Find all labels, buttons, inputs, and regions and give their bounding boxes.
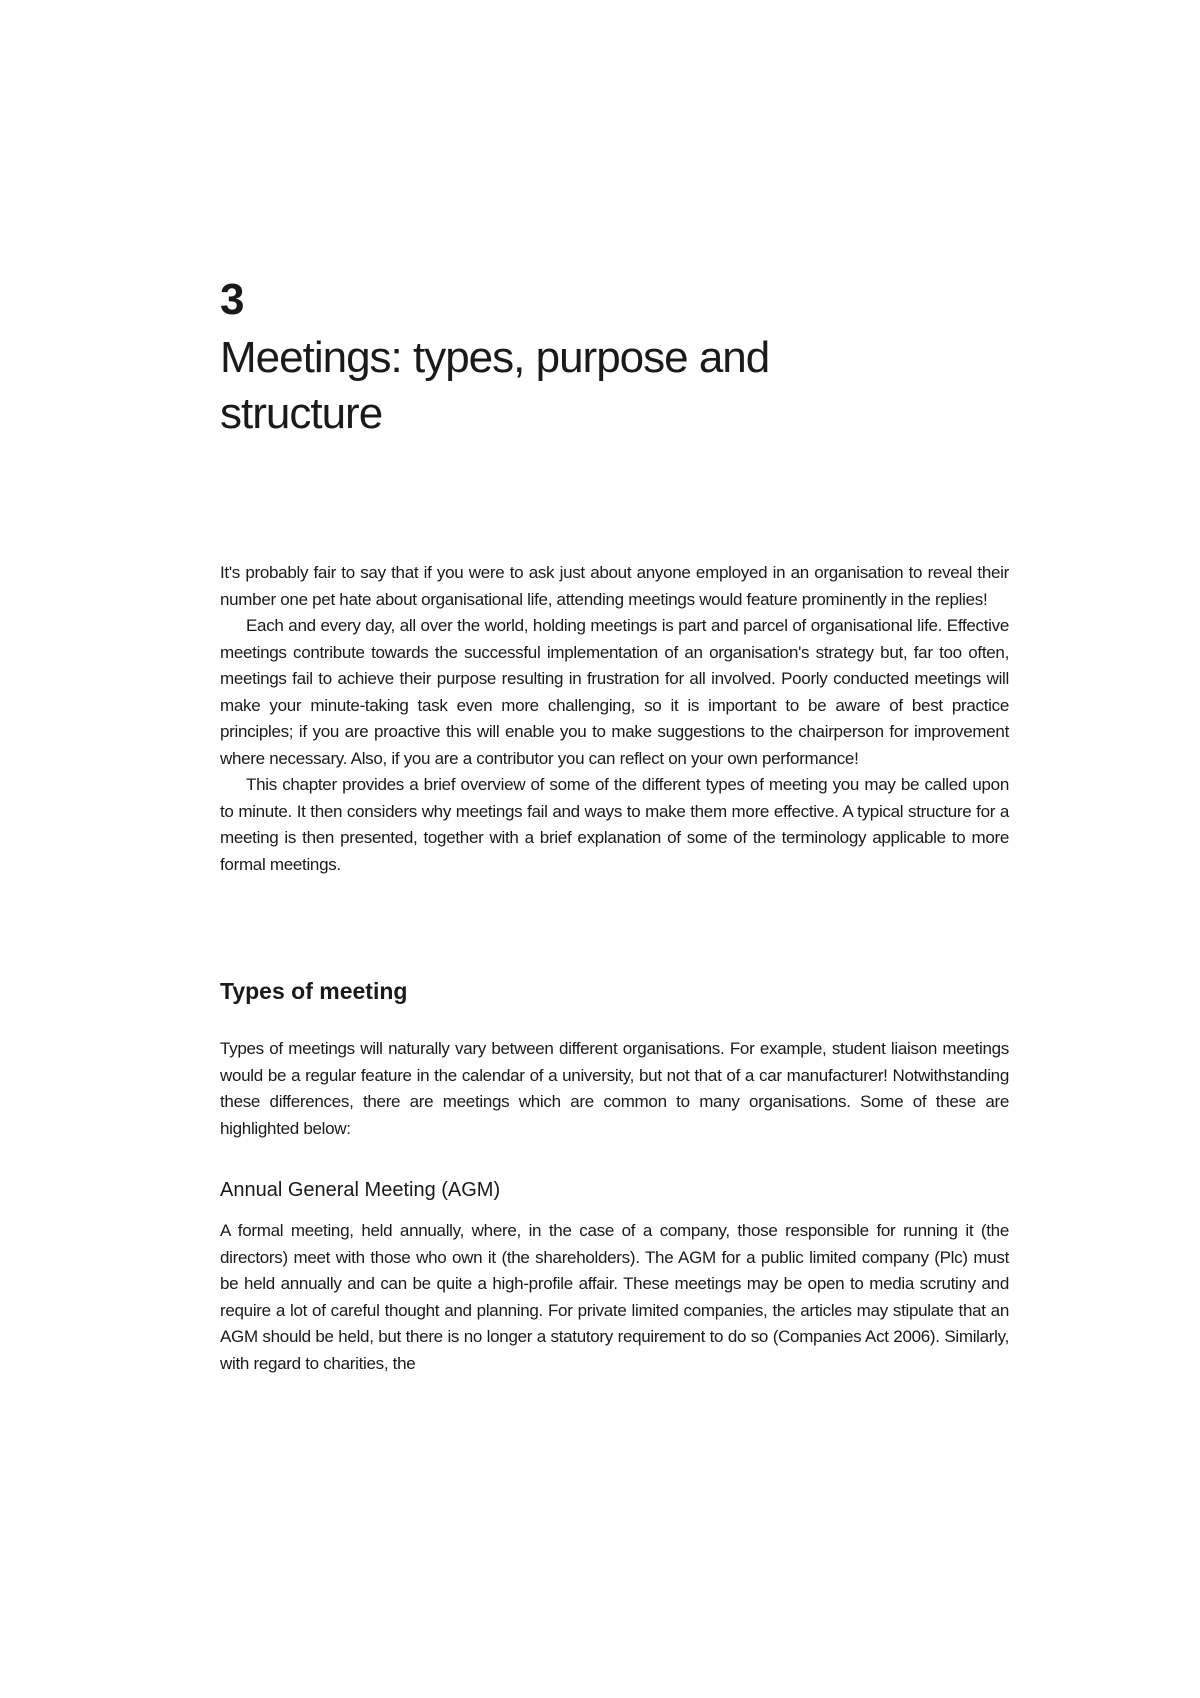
intro-paragraph: It's probably fair to say that if you were to ask just about anyone employed in an organisation to reveal their number one pet hate about organisational life, attending meetings would feature prominently in the replies!	[220, 563, 1009, 609]
sub-heading-agm: Annual General Meeting (AGM)	[220, 1179, 501, 1201]
types-paragraph: Types of meetings will naturally vary between different organisations. For example, student liaison meetings would be a regular feature in the calendar of a university, but not that of a car manufacturer! Notwithstanding these differences, there are meetings which are common to many organisations. Some of these are highlighted below:	[220, 1039, 1009, 1138]
section-heading-types-of-meeting: Types of meeting	[220, 978, 408, 1004]
chapter-number: 3	[220, 275, 245, 324]
types-section-text	[220, 1036, 1009, 1142]
agm-section-text	[220, 1218, 1009, 1377]
intro-text	[220, 560, 1009, 878]
chapter-title: Meetings: types, purpose and structure	[220, 333, 770, 438]
intro-paragraph: Each and every day, all over the world, holding meetings is part and parcel of organisational life. Effective meetings contribute towards the successful implementation of an organisation's strategy but, far too often, meetings fail to achieve their purpose resulting in frustration for all involved. Poorly conducted meetings will make your minute-taking task even more challenging, so it is important to be aware of best practice principles; if you are proactive this will enable you to make suggestions to the chairperson for improvement where necessary. Also, if you are a contributor you can reflect on your own performance!	[220, 616, 1009, 768]
agm-paragraph: A formal meeting, held annually, where, in the case of a company, those responsible for running it (the directors) meet with those who own it (the shareholders). The AGM for a public limited company (Plc) must be held annually and can be quite a high-profile affair. These meetings may be open to media scrutiny and require a lot of careful thought and planning. For private limited companies, the articles may stipulate that an AGM should be held, but there is no longer a statutory requirement to do so (Companies Act 2006). Similarly, with regard to charities, the	[220, 1221, 1009, 1373]
intro-paragraph: This chapter provides a brief overview of some of the different types of meeting you may be called upon to minute. It then considers why meetings fail and ways to make them more effective. A typical structure for a meeting is then presented, together with a brief explanation of some of the terminology applicable to more formal meetings.	[220, 775, 1009, 874]
